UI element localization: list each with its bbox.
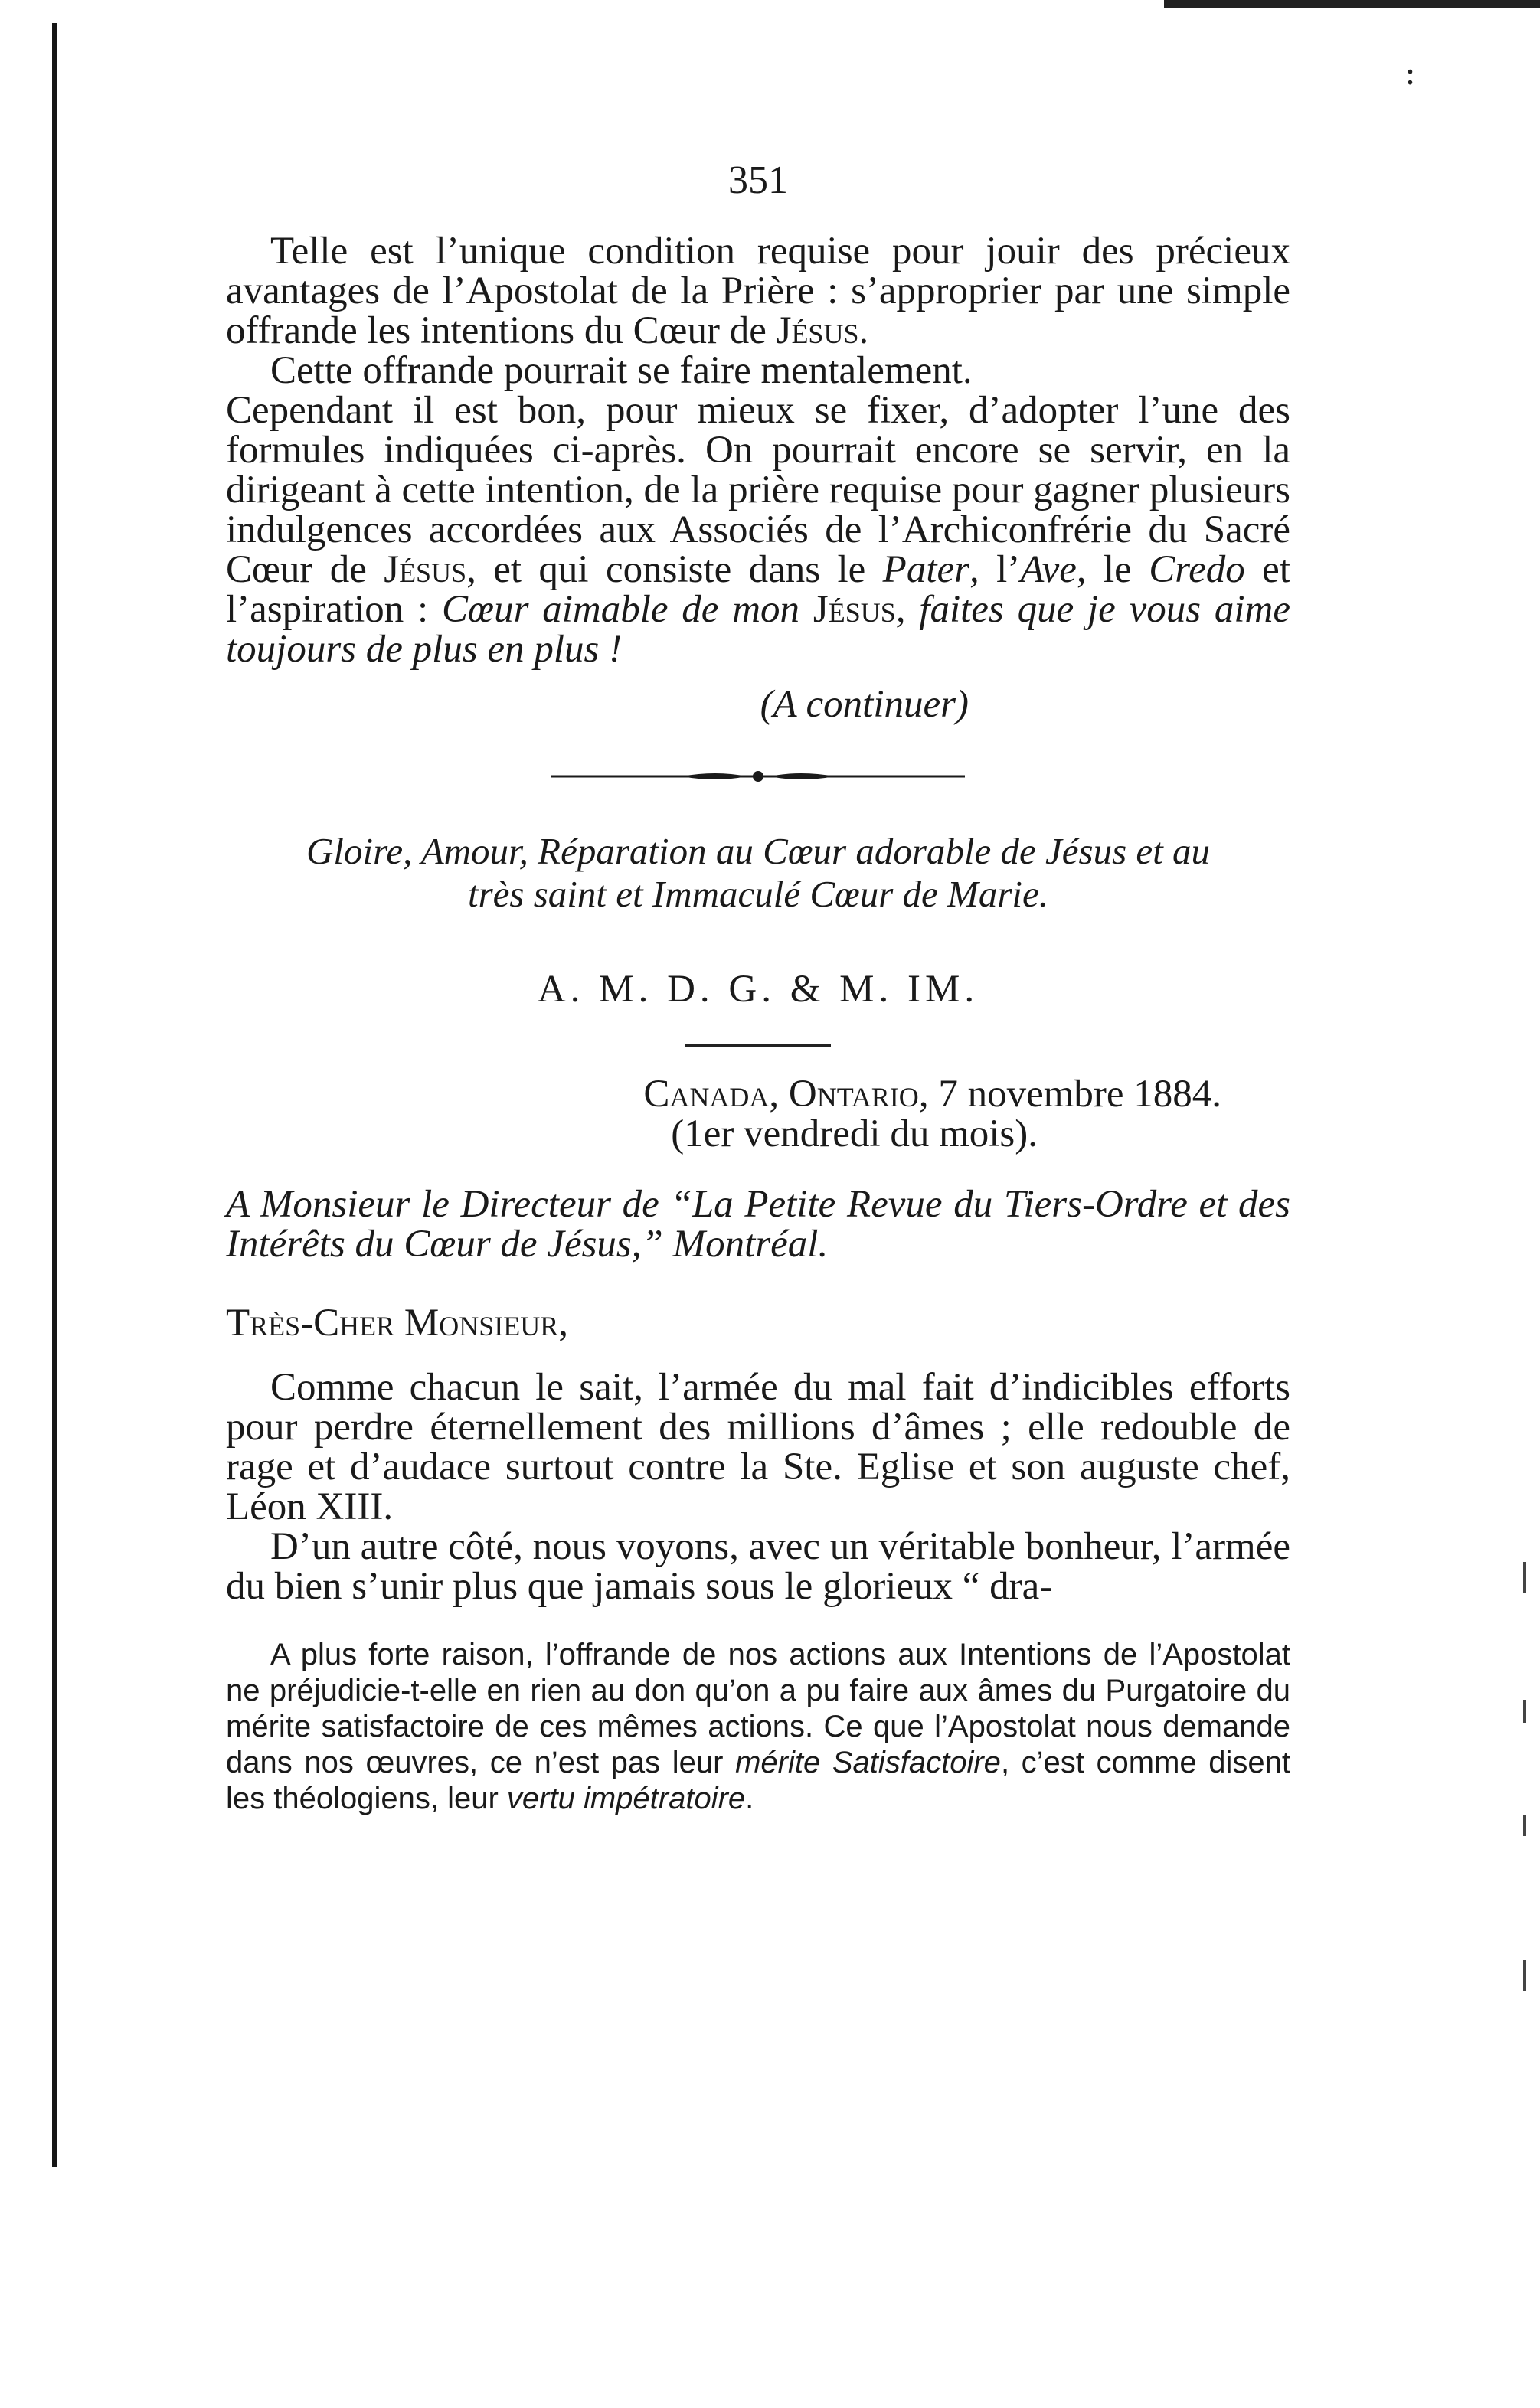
page-number: 351 [728,158,788,202]
intro-paragraph-1: Telle est l’unique condition requise pour jouir des précieux avantages de l’Apostolat de la Prière : s’approprier par une simple offrande les intentions du Cœur de Jésus. [226,230,1290,352]
intro-paragraph-2: Cette offrande pourrait se faire mentalement. [270,349,973,392]
scan-right-mark [1523,1960,1526,1991]
letter-salutation: Très-Cher Monsieur, [226,1302,569,1344]
footnote: A plus forte raison, l’offrande de nos actions aux Intentions de l’Apostolat ne préjudicie-t-elle en rien au don qu’on a pu faire aux âmes du Purgatoire du mérite satisfactoire de ces mêmes actions. Ce que l’Apostolat nous demande dans nos œuvres, ce n’est pas leur mérite Satisfactoire, c’est comme disent les théologiens, leur vertu impétratoire. [226,1638,1290,1815]
letter-address: A Monsieur le Directeur de “La Petite Revue du Tiers-Ordre et des Intérêts du Cœur de Jésus,” Montréal. [226,1183,1290,1266]
dedication [226,830,1290,916]
scan-right-mark [1523,1815,1526,1836]
scan-speck: : [1404,54,1416,93]
letter-paragraph-2: D’un autre côté, nous voyons, avec un véritable bonheur, l’armée du bien s’unir plus que jamais sous le glorieux “ dra- [226,1525,1290,1608]
dedication-line-1: Gloire, Amour, Réparation au Cœur adorable de Jésus et au [306,830,1211,872]
scan-left-border [52,23,57,2167]
ornamental-divider [226,767,1290,786]
short-divider [685,1044,831,1047]
ornament-rule-icon [551,767,965,786]
dedication-line-2: très saint et Immaculé Cœur de Marie. [467,873,1049,915]
scan-right-mark [1523,1700,1526,1723]
dateline: Canada, Ontario, 7 novembre 1884. [643,1073,1221,1116]
scan-top-border [1164,0,1540,8]
intro-paragraph-3: Cependant il est bon, pour mieux se fixer, d’adopter l’une des formules indiquées ci-après. On pourrait encore se servir, en la dirigeant à cette intention, de la prière requise pour gagner plusieurs indulgences accordées aux Associés de l’Archiconfrérie du Sacré Cœur de Jésus, et qui consiste dans le Pater, l’Ave, le Credo et l’aspiration : Cœur aimable de mon Jésus, faites que je vous aime toujours de plus en plus ! [226,389,1291,671]
scan-right-mark [1523,1562,1526,1593]
amdg-heading: A. M. D. G. & M. IM. [537,968,979,1011]
page [226,158,1291,1848]
to-be-continued: (A continuer) [760,683,969,726]
dateline-note: (1er vendredi du mois). [671,1113,1038,1155]
letter-paragraph-1: Comme chacun le sait, l’armée du mal fait d’indicibles efforts pour perdre éternellement des millions d’âmes ; elle redouble de rage et d’audace surtout contre la Ste. Eglise et son auguste chef, Léon XIII. [226,1366,1290,1528]
